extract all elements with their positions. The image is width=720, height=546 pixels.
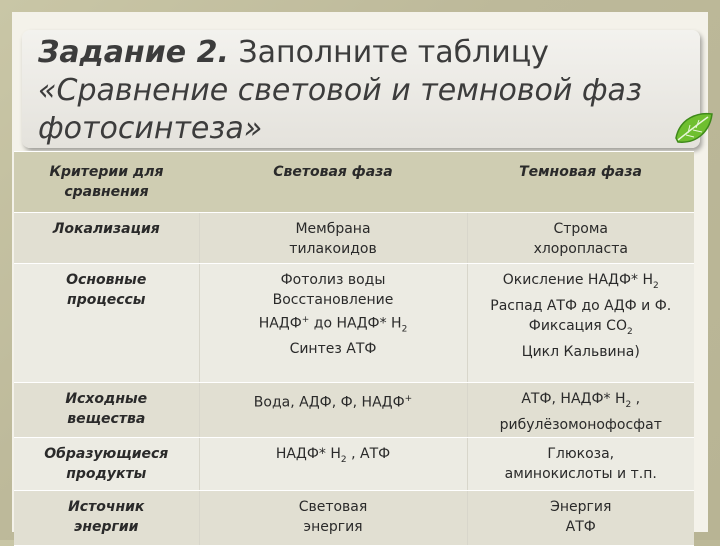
criterion-localization: Локализация — [14, 213, 199, 264]
text: Фиксация СО — [528, 317, 627, 334]
cell-line: тилакоидов — [289, 241, 377, 257]
table-row — [14, 383, 694, 438]
title-line2: «Сравнение световой и темновой фаз — [38, 73, 642, 108]
comparison-table — [14, 151, 694, 546]
cell-line: Фотолиз воды — [280, 272, 386, 288]
subscript: 2 — [401, 324, 408, 335]
cell-line: вещества — [67, 411, 146, 427]
light-processes — [199, 264, 467, 383]
table-row — [14, 213, 694, 264]
header-light-phase: Световая фаза — [199, 152, 467, 213]
superscript: + — [404, 394, 413, 404]
table-row — [14, 264, 694, 383]
criterion-energy — [14, 490, 199, 545]
light-products — [199, 437, 467, 490]
text: , — [631, 391, 641, 407]
dark-energy — [467, 490, 694, 545]
criterion-processes — [14, 264, 199, 383]
text: Окисление НАДФ* Н — [502, 272, 653, 288]
header-criteria: Критерии для сравнения — [14, 152, 199, 213]
title-line3: фотосинтеза» — [38, 111, 263, 146]
text: НАДФ* Н — [275, 445, 341, 462]
cell-line — [204, 310, 463, 339]
dark-processes — [467, 264, 694, 383]
cell-line: Глюкоза, — [547, 445, 615, 462]
subscript: 2 — [626, 326, 633, 337]
cell-line: Энергия — [550, 498, 612, 515]
cell-line: аминокислоты и т.п. — [504, 465, 657, 482]
dark-localization — [467, 213, 694, 264]
table-row — [14, 490, 694, 545]
light-energy — [199, 490, 467, 545]
title-panel — [22, 30, 700, 148]
criterion-sources — [14, 383, 199, 438]
cell-line: продукты — [66, 465, 147, 482]
text: НАДФ — [258, 315, 302, 332]
cell-line: Синтез АТФ — [289, 341, 377, 358]
cell-line: Распад АТФ до АДФ и Ф. — [490, 297, 672, 314]
cell-line: процессы — [67, 292, 146, 308]
cell-line: Исходные — [65, 391, 148, 407]
dark-sources — [467, 383, 694, 438]
table-row — [14, 437, 694, 490]
table-header-row — [14, 152, 694, 213]
cell-line: Источник — [68, 498, 145, 515]
leaf-icon — [672, 108, 716, 148]
cell-line: Образующиеся — [44, 445, 169, 462]
cell-line: хлоропласта — [533, 241, 628, 257]
cell-line — [472, 316, 691, 342]
cell-line: Цикл Кальвина) — [521, 343, 640, 360]
text: АТФ, НАДФ* Н — [521, 391, 626, 407]
dark-products — [467, 437, 694, 490]
text: до НАДФ* Н — [309, 315, 402, 332]
task-number: Задание 2. — [38, 35, 229, 70]
cell-line: Световая — [298, 498, 368, 515]
text: Вода, АДФ, Ф, НАДФ — [253, 394, 405, 411]
cell-line: Восстановление — [272, 292, 394, 308]
cell-line — [472, 389, 691, 415]
light-localization — [199, 213, 467, 264]
header-dark-phase: Темновая фаза — [467, 152, 694, 213]
cell-line: Основные — [66, 272, 147, 288]
subscript: 2 — [340, 454, 347, 465]
cell-line: рибулёзомонофосфат — [499, 416, 662, 433]
light-sources — [199, 383, 467, 438]
subscript: 2 — [653, 280, 659, 291]
cell-line: АТФ — [565, 518, 596, 535]
cell-line: Строма — [553, 221, 609, 237]
cell-line: энергии — [74, 518, 139, 535]
cell-line: энергия — [303, 518, 363, 535]
slide-title — [38, 34, 688, 148]
text: , АТФ — [346, 445, 391, 462]
criterion-products — [14, 437, 199, 490]
title-line1: Заполните таблицу — [228, 35, 549, 70]
cell-line — [472, 270, 691, 296]
subscript: 2 — [625, 399, 632, 410]
superscript: + — [301, 315, 310, 325]
cell-line: Мембрана — [295, 221, 371, 237]
